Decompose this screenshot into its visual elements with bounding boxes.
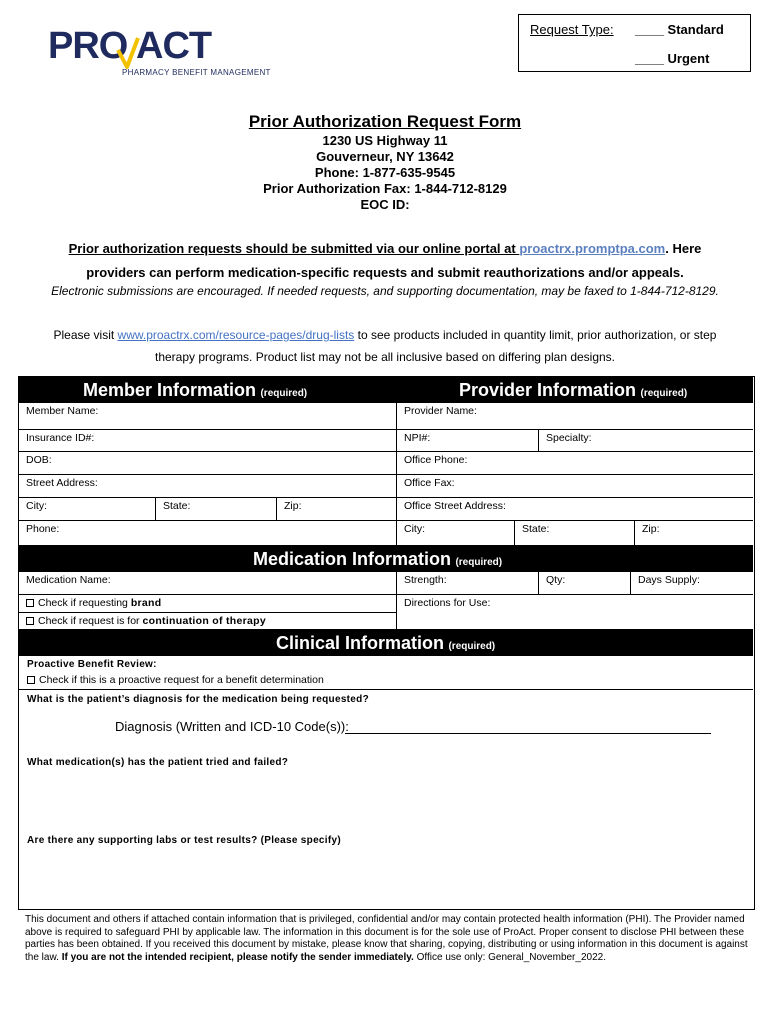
brand-checkbox-row[interactable]: Check if requesting brand (19, 595, 397, 613)
specialty-field[interactable]: Specialty: (539, 430, 753, 452)
proactive-review-title: Proactive Benefit Review: (27, 659, 157, 670)
logo-tagline: PHARMACY BENEFIT MANAGEMENT (122, 68, 271, 77)
diagnosis-input-line[interactable] (345, 733, 711, 734)
eoc-id: EOC ID: (360, 197, 410, 212)
medication-header (19, 545, 753, 572)
visit-suffix: to see products included in quantity limit, prior authorization, or step (354, 328, 717, 342)
member-phone-field[interactable]: Phone: (19, 521, 397, 545)
portal-link[interactable]: proactrx.promptpa.com (519, 241, 666, 256)
request-type-label: Request Type: (530, 22, 614, 37)
request-type-urgent[interactable]: ____ Urgent (635, 51, 710, 66)
office-fax-field[interactable]: Office Fax: (397, 475, 753, 498)
provider-name-field[interactable]: Provider Name: (397, 403, 753, 430)
continuation-checkbox-row[interactable]: Check if request is for continuation of therapy (19, 613, 397, 629)
drug-list-notice (0, 324, 770, 368)
confidentiality-footer: This document and others if attached contain information that is privileged, confidential and/or may contain protected health information (PHI). The Provider named above is required to safeguard PHI by applicable law. The information in this document is for the sole use of ProAct. Proper consent to disclose PHI between these parties has been obtained. If you received this document by mistake, please know that sharing, copying, distributing or using information in this document is against the law. If you are not the intended recipient, please notify the sender immediately. Office use only: General_November_2022. (25, 914, 748, 963)
notice-prefix: Prior authorization requests should be submitted via our online portal at (68, 241, 520, 256)
proactive-review-block (19, 656, 753, 690)
medication-section-title: Medication Information (required) (253, 549, 503, 569)
request-type-standard[interactable]: ____ Standard (635, 22, 724, 37)
visit-line-2: therapy programs. Product list may not be all inclusive based on differing plan designs. (154, 350, 616, 364)
form-title: Prior Authorization Request Form (248, 112, 522, 131)
member-zip-field[interactable]: Zip: (277, 498, 397, 521)
member-name-field[interactable]: Member Name: (19, 403, 397, 430)
member-city-field[interactable]: City: (19, 498, 156, 521)
provider-section-title: Provider Information (required) (459, 380, 688, 400)
footer-bold-notice: If you are not the intended recipient, please notify the sender immediately. (61, 951, 414, 963)
visit-prefix: Please visit (53, 328, 118, 342)
checkbox-icon[interactable] (27, 676, 35, 684)
member-state-field[interactable]: State: (156, 498, 277, 521)
portal-notice (0, 237, 770, 285)
directions-field[interactable]: Directions for Use: (404, 597, 491, 609)
notice-line-2: providers can perform medication-specific requests and submit reauthorizations and/or appeals. (86, 265, 684, 280)
medication-name-field[interactable]: Medication Name: (19, 572, 397, 595)
diagnosis-question: What is the patient’s diagnosis for the medication being requested? (27, 694, 369, 705)
clinical-section-title: Clinical Information (required) (276, 633, 496, 653)
fax-number: Prior Authorization Fax: 1-844-712-8129 (263, 181, 507, 196)
npi-field[interactable]: NPI#: (397, 430, 539, 452)
authorization-form (18, 376, 755, 910)
address-line-2: Gouverneur, NY 13642 (316, 149, 454, 164)
provider-state-field[interactable]: State: (515, 521, 635, 545)
request-type-box (518, 14, 751, 72)
checkbox-icon[interactable] (26, 599, 34, 607)
insurance-id-field[interactable]: Insurance ID#: (19, 430, 397, 452)
checkbox-icon[interactable] (26, 617, 34, 625)
provider-city-field[interactable]: City: (397, 521, 515, 545)
office-phone-field[interactable]: Office Phone: (397, 452, 753, 475)
logo-word-act: ACT (136, 25, 212, 67)
electronic-notice: Electronic submissions are encouraged. If needed requests, and supporting documentation, may be faxed to 1-844-712-8129. (51, 284, 719, 298)
diagnosis-label: Diagnosis (Written and ICD-10 Code(s)): (115, 719, 349, 734)
drug-list-link[interactable]: www.proactrx.com/resource-pages/drug-lists (117, 328, 355, 342)
labs-question: Are there any supporting labs or test results? (Please specify) (27, 835, 341, 846)
proact-logo (48, 25, 271, 84)
office-street-field[interactable]: Office Street Address: (397, 498, 753, 521)
street-address-field[interactable]: Street Address: (19, 475, 397, 498)
phone-number: Phone: 1-877-635-9545 (314, 165, 456, 180)
address-line-1: 1230 US Highway 11 (322, 133, 448, 148)
days-supply-field[interactable]: Days Supply: (631, 572, 753, 595)
notice-suffix: . Here (665, 241, 702, 256)
tried-failed-question: What medication(s) has the patient tried and failed? (27, 757, 289, 768)
footer-office-use: Office use only: General_November_2022. (413, 951, 606, 963)
qty-field[interactable]: Qty: (539, 572, 631, 595)
logo-word-pro: PRO (48, 25, 128, 67)
strength-field[interactable]: Strength: (397, 572, 539, 595)
member-provider-header (19, 377, 753, 403)
member-section-title: Member Information (required) (83, 380, 308, 400)
clinical-header (19, 629, 753, 656)
provider-zip-field[interactable]: Zip: (642, 523, 660, 535)
dob-field[interactable]: DOB: (19, 452, 397, 475)
proactive-checkbox-row[interactable]: Check if this is a proactive request for a benefit determination (27, 674, 324, 686)
